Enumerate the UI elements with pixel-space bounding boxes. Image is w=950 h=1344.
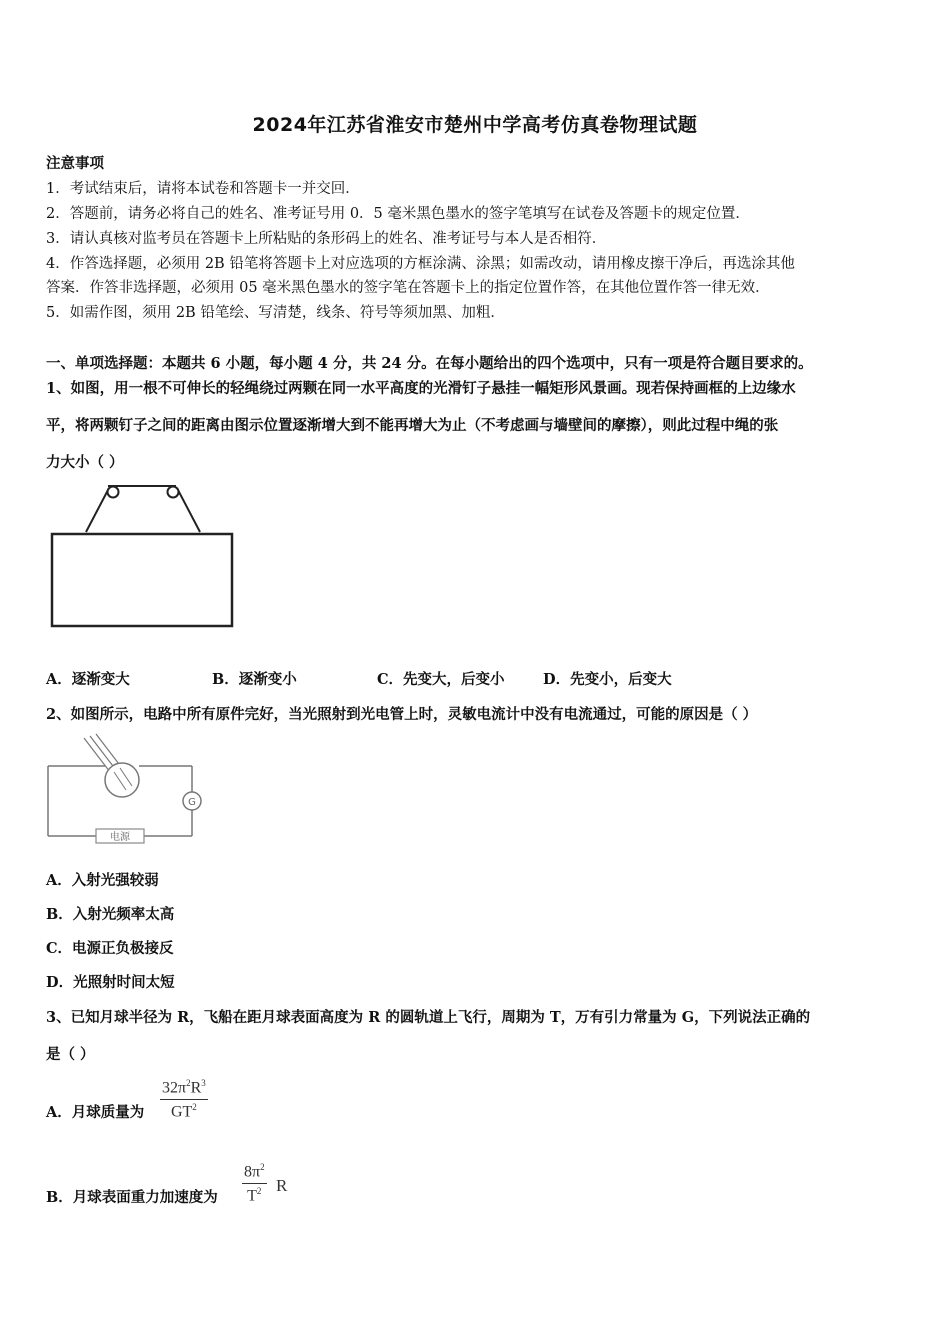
note-item-5: 5．如需作图，须用 2B 铅笔绘、写清楚，线条、符号等须加黑、加粗． — [46, 305, 505, 321]
note-item-2: 2．答题前，请务必将自己的姓名、准考证号用 0．5 毫米黑色墨水的签字笔填写在试卷及答题卡的规定位置． — [46, 206, 750, 222]
q1-option-b[interactable]: B．逐渐变小 — [212, 671, 297, 688]
note-item-1: 1．考试结束后，请将本试卷和答题卡一并交回． — [46, 181, 360, 197]
q3-option-b-formula — [242, 1162, 267, 1206]
q3-option-b[interactable] — [46, 1186, 218, 1207]
q3-a-num-tail-exp: 3 — [201, 1078, 206, 1088]
q3-line-1: 3、已知月球半径为 R，飞船在距月球表面高度为 R 的圆轨道上飞行，周期为 T，万有引力常量为 G，下列说法正确的 — [46, 1009, 811, 1026]
q1-option-c[interactable]: C．先变大，后变小 — [377, 671, 505, 688]
q2-option-b[interactable]: B．入射光频率太高 — [46, 906, 175, 923]
q2-meter-label: G — [188, 797, 196, 808]
q2-option-a[interactable]: A．入射光强较弱 — [46, 872, 159, 889]
notes-heading: 注意事项 — [46, 156, 104, 172]
q3-a-den-exp: 2 — [192, 1102, 197, 1113]
q1-line-3: 力大小（ ） — [46, 454, 124, 471]
q2-source-label: 电源 — [110, 832, 130, 843]
q3-b-den: T — [247, 1187, 257, 1205]
q1-option-d[interactable]: D．先变小，后变大 — [543, 671, 672, 688]
q3-a-num-tail: R — [190, 1079, 202, 1097]
q3-a-num: 32π — [162, 1079, 187, 1097]
note-item-4-cont: 答案．作答非选择题，必须用 05 毫米黑色墨水的签字笔在答题卡上的指定位置作答，在其他位置作答一律无效． — [46, 280, 770, 296]
q1-picture-frame-diagram — [46, 480, 236, 630]
q3-b-den-exp: 2 — [256, 1186, 262, 1197]
q3-a-den: GT — [170, 1103, 193, 1121]
q2-option-c[interactable]: C．电源正负极接反 — [46, 940, 174, 957]
q3-option-a-label: A．月球质量为 — [46, 1104, 145, 1121]
q3-b-num-exp: 2 — [260, 1162, 265, 1172]
q1-line-1: 1、如图，用一根不可伸长的轻绳绕过两颗在同一水平高度的光滑钉子悬挂一幅矩形风景画。现若保持画框的上边缘水 — [46, 380, 796, 397]
q3-b-tail: R — [276, 1176, 288, 1195]
q2-stem: 2、如图所示，电路中所有原件完好，当光照射到光电管上时，灵敏电流计中没有电流通过，可能的原因是（ ） — [46, 706, 758, 723]
q3-b-num: 8π — [244, 1163, 261, 1181]
q1-option-a[interactable]: A．逐渐变大 — [46, 671, 130, 688]
page-title: 2024年江苏省淮安市楚州中学高考仿真卷物理试题 — [252, 114, 698, 136]
q3-line-2: 是（ ） — [46, 1046, 95, 1063]
q1-line-2: 平，将两颗钉子之间的距离由图示位置逐渐增大到不能再增大为止（不考虑画与墙壁间的摩擦），则此过程中绳的张 — [46, 417, 779, 434]
note-item-4: 4．作答选择题，必须用 2B 铅笔将答题卡上对应选项的方框涂满、涂黑；如需改动，请用橡皮擦干净后，再选涂其他 — [46, 256, 795, 272]
q2-option-d[interactable]: D．光照射时间太短 — [46, 974, 175, 991]
q3-option-b-label: B．月球表面重力加速度为 — [46, 1189, 218, 1206]
q2-circuit-diagram — [44, 732, 214, 847]
note-item-3: 3．请认真核对监考员在答题卡上所粘贴的条形码上的姓名、准考证号与本人是否相符． — [46, 231, 607, 247]
q3-option-a-formula — [160, 1078, 208, 1122]
q3-option-a[interactable] — [46, 1101, 144, 1122]
section-heading: 一、单项选择题：本题共 6 小题，每小题 4 分，共 24 分。在每小题给出的四个选项中，只有一项是符合题目要求的。 — [46, 355, 813, 372]
q3-a-num-exp: 2 — [186, 1078, 191, 1088]
